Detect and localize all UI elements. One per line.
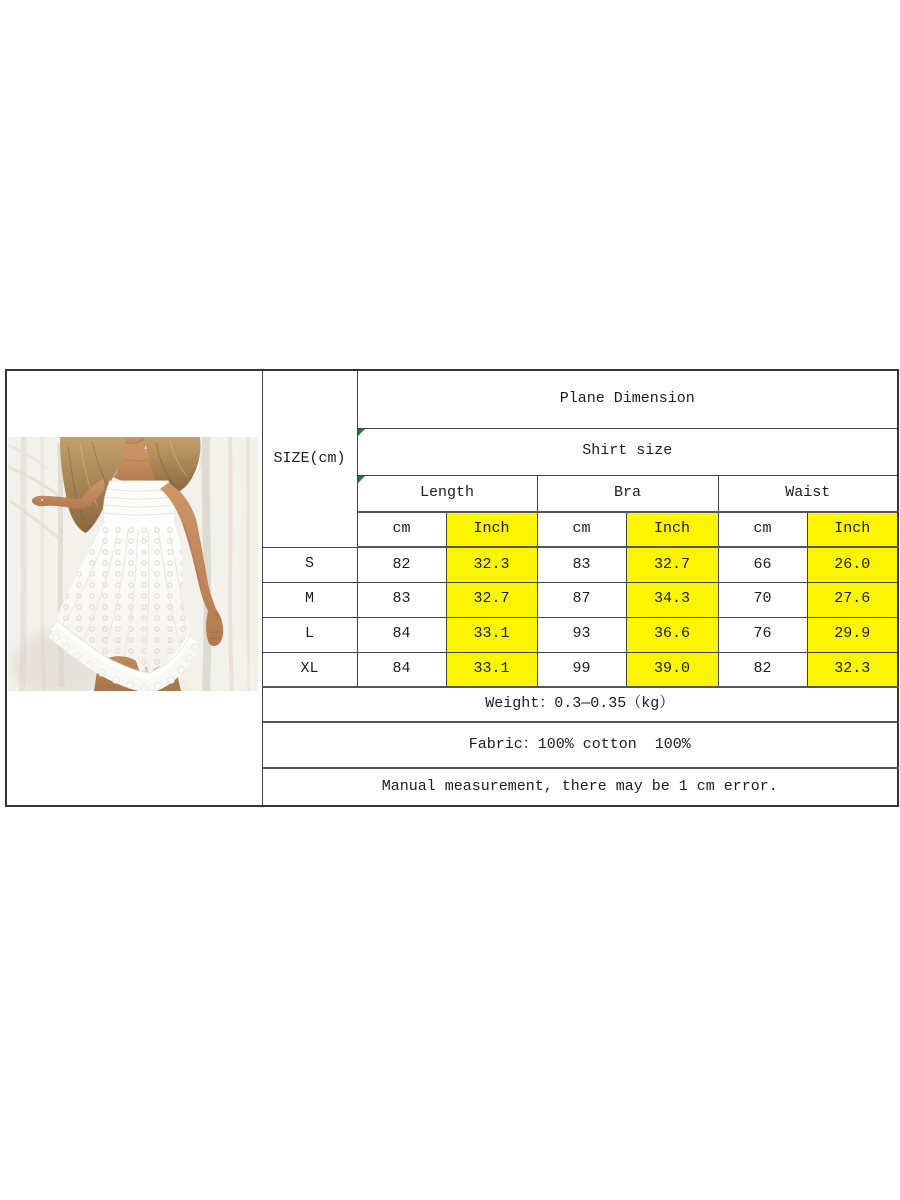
waist-inch-value: 29.9 — [807, 617, 898, 652]
column-group-length-label: Length — [419, 484, 474, 501]
length-inch-value: 33.1 — [446, 652, 537, 687]
bra-inch-value: 34.3 — [626, 582, 718, 617]
excel-corner-marker-icon — [358, 429, 365, 436]
column-group-length — [357, 475, 537, 512]
product-photo — [8, 437, 258, 691]
waist-cm-value: 76 — [718, 617, 807, 652]
dress-photo-illustration — [8, 437, 258, 691]
length-cm-value: 83 — [357, 582, 446, 617]
unit-header-inch: Inch — [807, 512, 898, 547]
waist-inch-value: 26.0 — [807, 547, 898, 582]
measurement-error-note: Manual measurement, there may be 1 cm error. — [262, 768, 898, 806]
length-cm-value: 84 — [357, 617, 446, 652]
excel-corner-marker-icon — [358, 476, 365, 483]
unit-header-inch: Inch — [446, 512, 537, 547]
waist-inch-value: 32.3 — [807, 652, 898, 687]
column-group-waist — [718, 475, 898, 512]
waist-cm-value: 82 — [718, 652, 807, 687]
table-subtitle-text: Shirt size — [582, 442, 673, 460]
size-chart-sheet — [5, 369, 897, 806]
bra-inch-value: 39.0 — [626, 652, 718, 687]
length-inch-value: 33.1 — [446, 617, 537, 652]
table-subtitle — [357, 428, 898, 475]
weight-note: Weight：0.3—0.35（kg） — [262, 687, 898, 722]
unit-header-cm: cm — [718, 512, 807, 547]
table-title: Plane Dimension — [357, 370, 898, 428]
unit-header-cm: cm — [537, 512, 626, 547]
product-photo-cell — [6, 370, 262, 806]
column-group-bra-label: Bra — [613, 484, 641, 501]
length-cm-value: 84 — [357, 652, 446, 687]
waist-cm-value: 70 — [718, 582, 807, 617]
size-label: S — [262, 547, 357, 582]
size-chart-table — [5, 369, 899, 807]
size-label: XL — [262, 652, 357, 687]
column-group-bra — [537, 475, 718, 512]
length-cm-value: 82 — [357, 547, 446, 582]
waist-inch-value: 27.6 — [807, 582, 898, 617]
bra-cm-value: 93 — [537, 617, 626, 652]
size-label: M — [262, 582, 357, 617]
bra-inch-value: 32.7 — [626, 547, 718, 582]
length-inch-value: 32.7 — [446, 582, 537, 617]
bra-cm-value: 83 — [537, 547, 626, 582]
waist-cm-value: 66 — [718, 547, 807, 582]
unit-header-cm: cm — [357, 512, 446, 547]
column-group-waist-label: Waist — [785, 484, 831, 501]
size-label: L — [262, 617, 357, 652]
length-inch-value: 32.3 — [446, 547, 537, 582]
bra-cm-value: 99 — [537, 652, 626, 687]
fabric-note: Fabric：100% cotton 100% — [262, 722, 898, 768]
size-unit-corner-label: SIZE(cm) — [262, 370, 357, 547]
unit-header-inch: Inch — [626, 512, 718, 547]
bra-inch-value: 36.6 — [626, 617, 718, 652]
bra-cm-value: 87 — [537, 582, 626, 617]
